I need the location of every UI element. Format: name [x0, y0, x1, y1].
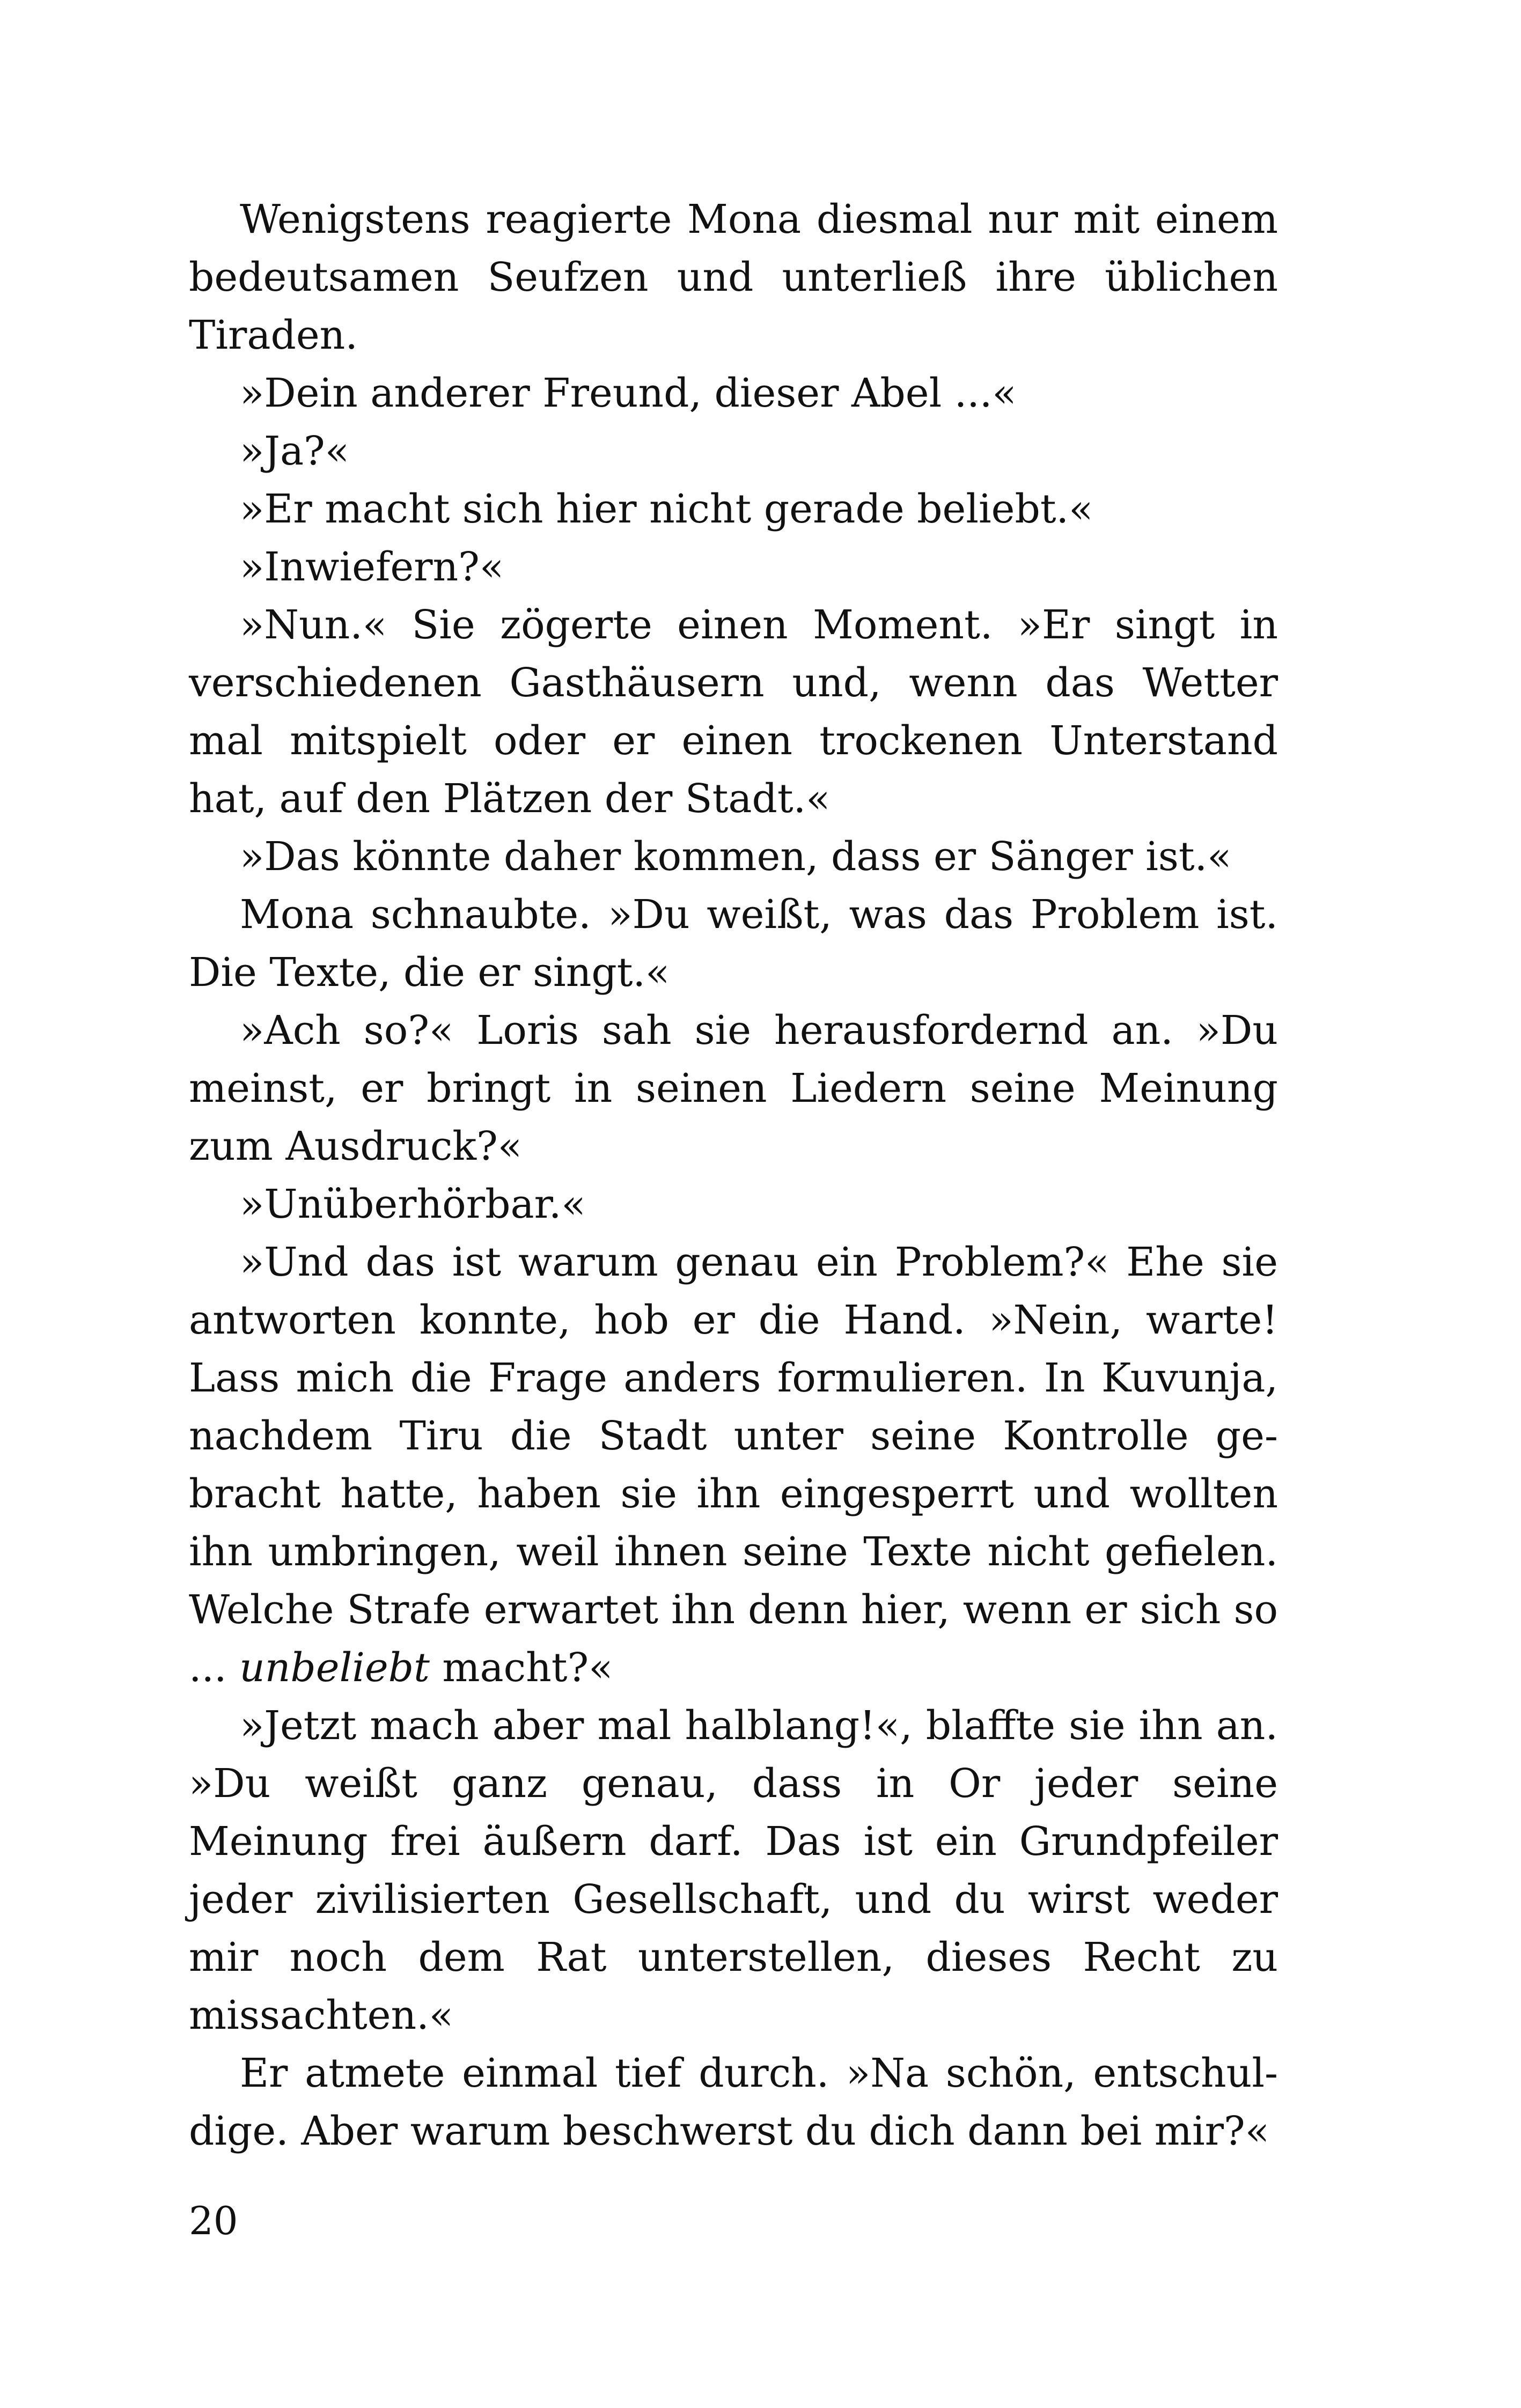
paragraph-text: macht?«: [429, 1645, 613, 1691]
paragraph: [189, 1233, 1278, 1697]
emphasized-word: unbeliebt: [239, 1645, 430, 1691]
paragraph: Wenigstens reagierte Mona diesmal nur mit einem bedeutsamen Seufzen und unterließ ihre üblichen Tiraden.: [189, 196, 1278, 358]
paragraph: »Jetzt mach aber mal halblang!«, blaffte sie ihn an. »Du weißt ganz genau, dass in Or jeder seine Meinung frei äußern darf. Das ist ein Grundpfeiler jeder zivilisierten Gesellschaft, und du wirst weder mir noch dem Rat unterstellen, dieses Recht zu missachten.«: [189, 1703, 1278, 2038]
paragraph: »Das könnte daher kommen, dass er Sänger ist.«: [240, 834, 1232, 880]
paragraph-text: »Und das ist warum genau ein Problem?« Ehe sie antworten konnte, hob er die Hand. »Nein, warte! Lass mich die Frage anders formulieren. In Kuvunja, nachdem Tiru die Stadt unter seine Kontrolle gebracht hatte, haben sie ihn eingesperrt und wollten ihn umbringen, weil ihnen seine Texte nicht gefielen. Welche Strafe erwartet ihn denn hier, wenn er sich so ...: [189, 1239, 1278, 1691]
paragraph: »Unüberhörbar.«: [240, 1181, 586, 1227]
body-text: [189, 190, 1278, 2160]
paragraph: »Ach so?« Loris sah sie herausfordernd an. »Du meinst, er bringt in seinen Liedern seine Meinung zum Ausdruck?«: [189, 1007, 1278, 1169]
paragraph: »Ja?«: [240, 428, 350, 474]
paragraph: »Nun.« Sie zögerte einen Moment. »Er singt in verschiedenen Gasthäusern und, wenn das Wetter mal mitspielt oder er einen trockenen Unterstand hat, auf den Plätzen der Stadt.«: [189, 602, 1278, 822]
paragraph: »Dein anderer Freund, dieser Abel ...«: [240, 370, 1017, 416]
paragraph: Er atmete einmal tief durch. »Na schön, entschuldige. Aber warum beschwerst du dich dann bei mir?«: [189, 2050, 1278, 2154]
page-number: 20: [189, 2198, 238, 2243]
paragraph: Mona schnaubte. »Du weißt, was das Problem ist. Die Texte, die er singt.«: [189, 892, 1278, 996]
paragraph: »Er macht sich hier nicht gerade beliebt.«: [240, 486, 1093, 532]
paragraph: »Inwiefern?«: [240, 544, 504, 590]
